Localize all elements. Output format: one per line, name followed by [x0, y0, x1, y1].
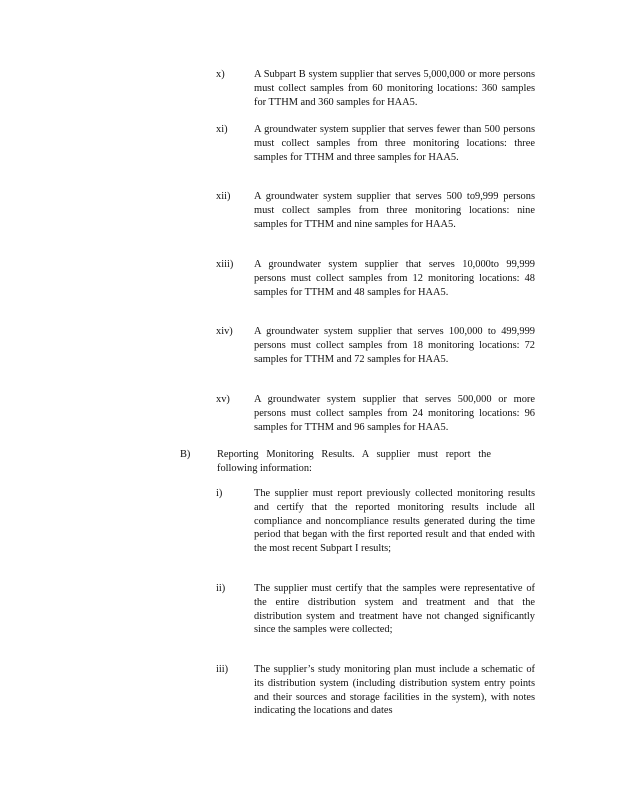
item-text: The supplier’s study monitoring plan must include a schematic of its distribution system (including distribution system entry points and their sources and storage facilities in the system), with notes indicating the locations and dates [254, 664, 535, 717]
item-text: A Subpart B system supplier that serves 5,000,000 or more persons must collect samples from 60 monitoring locations: 360 samples for TTHM and 360 samples for HAA5. [254, 69, 535, 108]
item-label: ii) [216, 583, 226, 594]
item-text: A groundwater system supplier that serves 10,000to 99,999 persons must collect samples from 12 monitoring locations: 48 samples for TTHM and 48 samples for HAA5. [254, 259, 535, 298]
item-text: A groundwater system supplier that serves fewer than 500 persons must collect samples from three monitoring locations: three samples for TTHM and three samples for HAA5. [254, 124, 535, 163]
item-label: x) [216, 69, 225, 80]
item-label: iii) [216, 664, 229, 675]
item-text: The supplier must report previously collected monitoring results and certify that the reported monitoring results include all compliance and noncompliance results generated during the time period that began with the first reported result and that ended with the most recent Subpart I results; [254, 488, 535, 555]
item-label: xiv) [216, 326, 233, 337]
item-label: xiii) [216, 259, 234, 270]
item-text: A groundwater system supplier that serves 500,000 or more persons must collect samples from 24 monitoring locations: 96 samples for TTHM and 96 samples for HAA5. [254, 394, 535, 433]
item-text: A groundwater system supplier that serves 500 to9,999 persons must collect samples from three monitoring locations: nine samples for TTHM and nine samples for HAA5. [254, 191, 535, 230]
item-label: xii) [216, 191, 231, 202]
item-label: xv) [216, 394, 230, 405]
section-text: Reporting Monitoring Results. A supplier must report the following information: [217, 449, 491, 474]
item-label: i) [216, 488, 223, 499]
item-text: A groundwater system supplier that serves 100,000 to 499,999 persons must collect samples from 18 monitoring locations: 72 samples for TTHM and 72 samples for HAA5. [254, 326, 535, 365]
item-text: The supplier must certify that the samples were representative of the entire distribution system and treatment and that the distribution system and treatment have not changed significantly since the samples were collected; [254, 583, 535, 636]
section-label: B) [180, 449, 191, 460]
item-label: xi) [216, 124, 228, 135]
